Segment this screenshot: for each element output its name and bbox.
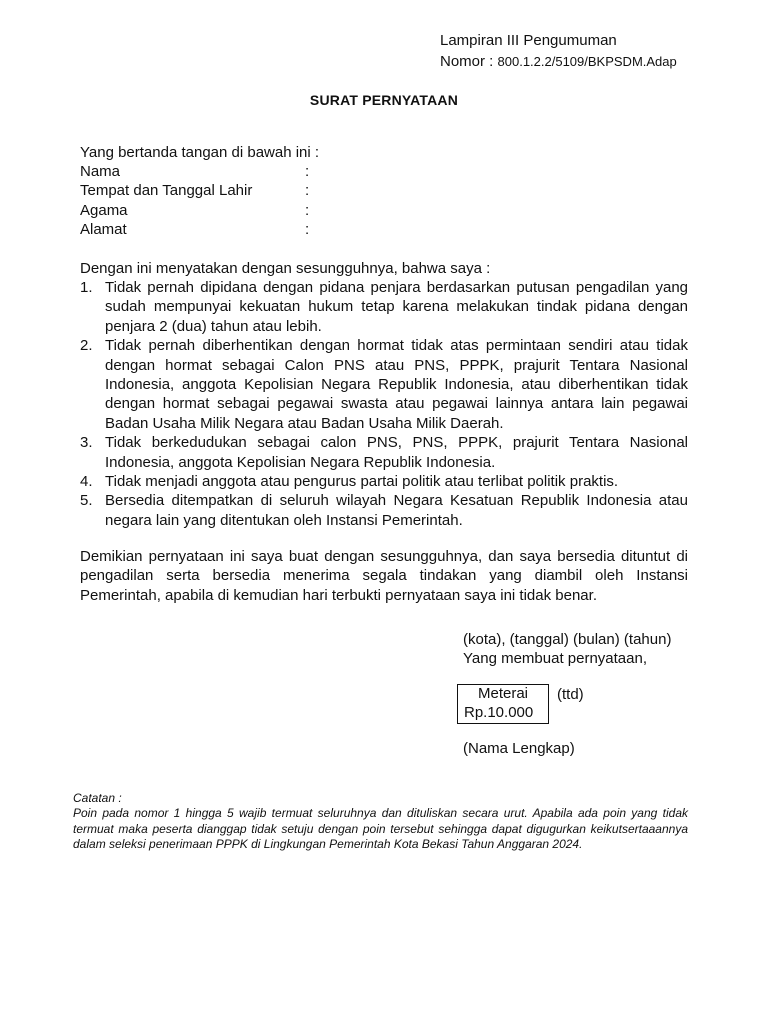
maker-line: Yang membuat pernyataan, <box>463 650 648 668</box>
field-row-alamat <box>80 220 315 239</box>
list-text: Tidak pernah dipidana dengan pidana penjara berdasarkan putusan pengadilan yang sudah mempunyai kekuatan hukum tetap karena melakukan tindak pidana dengan penjara 2 (dua) tahun atau lebih. <box>105 279 688 335</box>
list-number: 1. <box>80 279 93 296</box>
list-item <box>80 433 688 472</box>
list-text: Tidak menjadi anggota atau pengurus partai politik atau terlibat politik praktis. <box>105 473 619 491</box>
materai-stamp-box <box>457 684 549 724</box>
intro-text: Yang bertanda tangan di bawah ini : <box>80 144 320 161</box>
list-text: Tidak pernah diberhentikan dengan hormat tidak atas permintaan sendiri atau tidak dengan hormat sebagai Calon PNS atau PNS, PPPK, prajurit Tentara Nasional Indonesia, anggota Kepolisian Negara Republik Indonesia, atau diberhentikan tidak dengan hormat sebagai pegawai swasta atau pegawai lainnya antara lain pegawai Badan Usaha Milik Negara atau Badan Usaha Milik Daerah. <box>105 337 688 432</box>
declaration-text: Dengan ini menyatakan dengan sesungguhnya, bahwa saya : <box>80 260 491 277</box>
note-label: Catatan : <box>73 791 122 805</box>
field-row-nama <box>80 162 315 181</box>
list-item <box>80 491 688 530</box>
field-label: Tempat dan Tanggal Lahir <box>80 182 253 200</box>
identity-fields <box>80 162 315 240</box>
list-text: Tidak berkedudukan sebagai calon PNS, PNS, PPPK, prajurit Tentara Nasional Indonesia, anggota Kepolisian Negara Republik Indonesia. <box>105 434 688 471</box>
list-item <box>80 336 688 433</box>
ttd-label: (ttd) <box>557 686 584 703</box>
nomor-line <box>440 51 677 72</box>
nomor-value: 800.1.2.2/5109/BKPSDM.Adap <box>497 54 677 69</box>
list-number: 4. <box>80 473 93 491</box>
field-colon: : <box>305 201 310 219</box>
nomor-label: Nomor : <box>440 53 494 70</box>
list-text: Bersedia ditempatkan di seluruh wilayah Negara Kesatuan Republik Indonesia atau negara lain yang ditentukan oleh Instansi Pemerintah. <box>105 492 688 529</box>
lampiran-label: Lampiran III Pengumuman <box>440 32 617 49</box>
field-colon: : <box>305 182 310 200</box>
closing-paragraph: Demikian pernyataan ini saya buat dengan sesungguhnya, dan saya bersedia dituntut di pengadilan serta bersedia menerima segala tindakan yang diambil oleh Instansi Pemerintah, apabila di kemudian hari terbukti pernyataan saya ini tidak benar. <box>80 548 688 604</box>
field-colon: : <box>305 163 310 180</box>
signature-block <box>463 630 671 669</box>
field-label: Agama <box>80 201 128 219</box>
attachment-header <box>440 30 677 72</box>
signer-name: (Nama Lengkap) <box>463 740 575 757</box>
field-row-tempat-tanggal-lahir <box>80 181 315 200</box>
list-item <box>80 278 688 336</box>
field-label: Alamat <box>80 221 127 239</box>
note-text: Poin pada nomor 1 hingga 5 wajib termuat seluruhnya dan dituliskan secara urut. Apabila ada poin yang tidak termuat maka peserta dianggap tidak setuju dengan poin tersebut sehingga dapat digugurkan keikutsertaaannya dalam seleksi penerimaan PPPK di Lingkungan Pemerintah Kota Bekasi Tahun Anggaran 2024. <box>73 806 688 852</box>
statement-list <box>80 278 688 530</box>
materai-label: Meterai <box>477 685 529 702</box>
field-label: Nama <box>80 163 121 180</box>
materai-value: Rp.10.000 <box>464 703 534 721</box>
field-row-agama <box>80 201 315 220</box>
document-title: SURAT PERNYATAAN <box>309 92 459 108</box>
list-item <box>80 472 688 491</box>
list-number: 3. <box>80 434 93 452</box>
date-line: (kota), (tanggal) (bulan) (tahun) <box>463 631 672 648</box>
field-colon: : <box>305 221 310 239</box>
list-number: 5. <box>80 492 93 510</box>
list-number: 2. <box>80 337 93 355</box>
